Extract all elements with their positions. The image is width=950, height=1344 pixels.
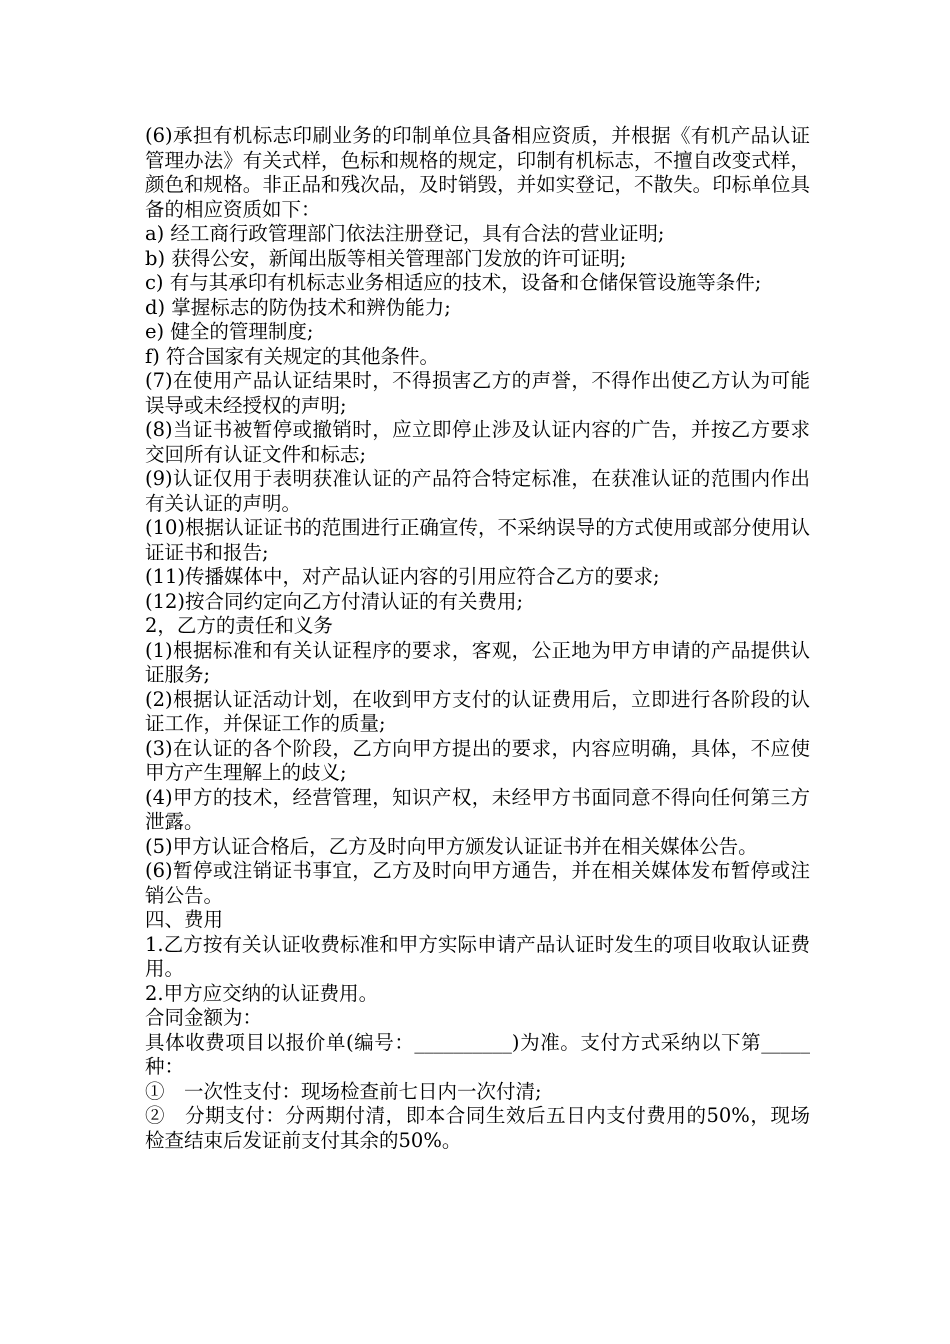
list-item-c: c) 有与其承印有机标志业务相适应的技术，设备和仓储保管设施等条件;: [145, 271, 762, 294]
payment-method-intro: 具体收费项目以报价单(编号：__________)为准。支付方式采纳以下第_____种：: [145, 1030, 810, 1078]
list-item-f: f) 符合国家有关规定的其他条件。: [145, 344, 440, 368]
paragraph-12: (12)按合同约定向乙方付清认证的有关费用;: [145, 589, 524, 613]
paragraph-11: (11)传播媒体中，对产品认证内容的引用应符合乙方的要求;: [145, 565, 660, 588]
paragraph-7: (7)在使用产品认证结果时，不得损害乙方的声誉，不得作出使乙方认为可能误导或未经授权的声明;: [145, 369, 810, 417]
fees-item-2: 2.甲方应交纳的认证费用。: [145, 981, 379, 1005]
list-item-d: d) 掌握标志的防伪技术和辨伪能力;: [145, 295, 451, 319]
party-b-item-2: (2)根据认证活动计划，在收到甲方支付的认证费用后，立即进行各阶段的认证工作，并保证工作的质量;: [145, 687, 810, 735]
party-b-item-3: (3)在认证的各个阶段，乙方向甲方提出的要求，内容应明确，具体，不应使甲方产生理解上的歧义;: [145, 736, 810, 784]
paragraph-10: (10)根据认证证书的范围进行正确宣传，不采纳误导的方式使用或部分使用认证证书和报告;: [145, 516, 810, 564]
party-b-item-1: (1)根据标准和有关认证程序的要求，客观，公正地为甲方申请的产品提供认证服务;: [145, 638, 810, 686]
list-item-a: a) 经工商行政管理部门依法注册登记，具有合法的营业证明;: [145, 222, 665, 245]
document-body: [145, 124, 810, 1153]
list-item-e: e) 健全的管理制度;: [145, 320, 314, 343]
paragraph-6-printing-qualification: (6)承担有机标志印刷业务的印制单位具备相应资质，并根据《有机产品认证管理办法》有关式样，色标和规格的规定，印制有机标志，不擅自改变式样，颜色和规格。非正品和残次品，及时销毁，并如实登记，不散失。印标单位具备的相应资质如下：: [145, 124, 810, 221]
paragraph-8: (8)当证书被暂停或撤销时，应立即停止涉及认证内容的广告，并按乙方要求交回所有认证文件和标志;: [145, 418, 810, 466]
party-b-item-6: (6)暂停或注销证书事宜，乙方及时向甲方通告，并在相关媒体发布暂停或注销公告。: [145, 859, 810, 907]
payment-option-2: ② 分期支付：分两期付清，即本合同生效后五日内支付费用的50%，现场检查结束后发证前支付其余的50%。: [145, 1104, 810, 1152]
payment-option-1: ① 一次性支付：现场检查前七日内一次付清;: [145, 1079, 542, 1103]
section-heading-party-b-duties: 2，乙方的责任和义务: [145, 614, 333, 637]
fees-item-1: 1.乙方按有关认证收费标准和甲方实际申请产品认证时发生的项目收取认证费用。: [145, 932, 810, 980]
party-b-item-5: (5)甲方认证合格后，乙方及时向甲方颁发认证证书并在相关媒体公告。: [145, 834, 758, 858]
section-heading-fees: 四、费用: [145, 908, 224, 931]
contract-amount: 合同金额为：: [145, 1006, 263, 1029]
list-item-b: b) 获得公安，新闻出版等相关管理部门发放的许可证明;: [145, 246, 627, 270]
paragraph-9: (9)认证仅用于表明获准认证的产品符合特定标准，在获准认证的范围内作出有关认证的声明。: [145, 467, 810, 515]
party-b-item-4: (4)甲方的技术，经营管理，知识产权，未经甲方书面同意不得向任何第三方泄露。: [145, 785, 810, 833]
